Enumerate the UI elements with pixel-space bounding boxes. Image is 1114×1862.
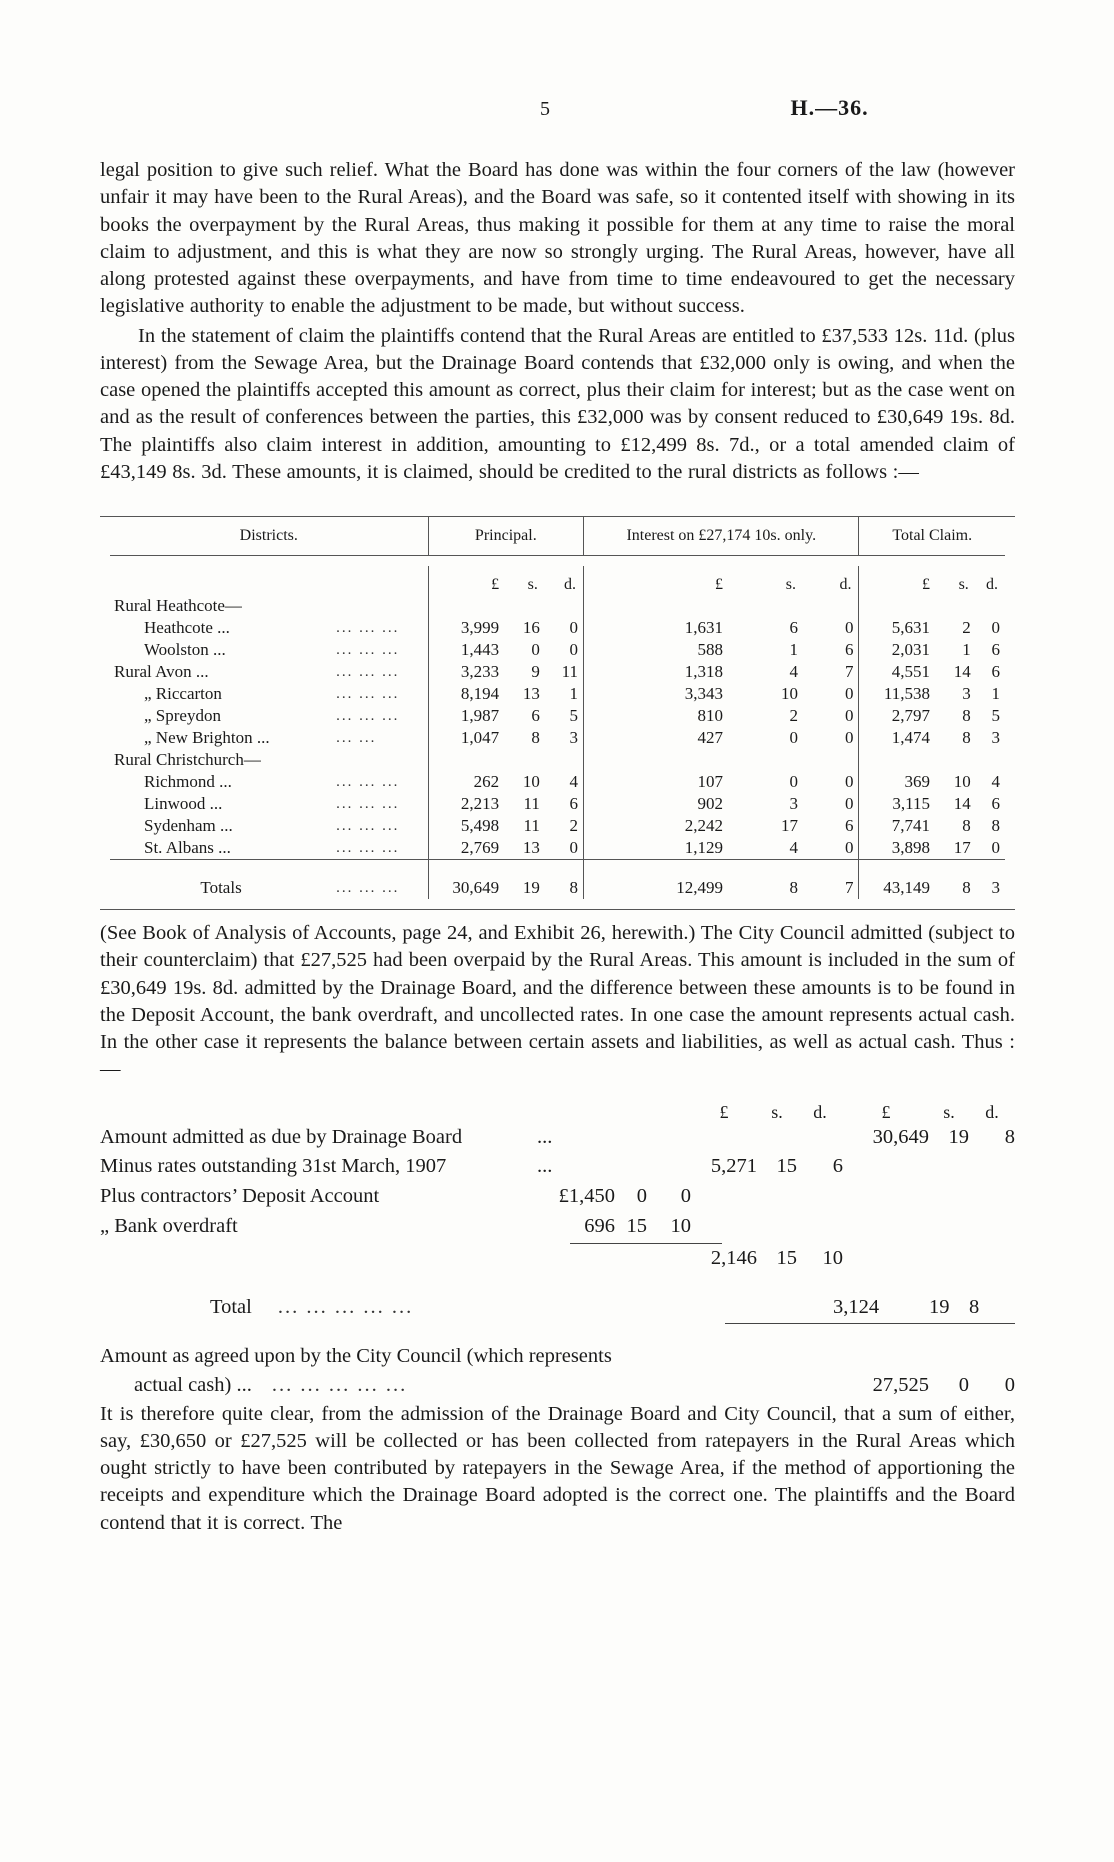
cell-value: 4,551 [859, 661, 937, 683]
leader-dots: ... ... [336, 729, 377, 746]
district-label: „ Spreydon [144, 706, 221, 725]
cell-value: 43,149 [859, 860, 937, 900]
cell-value: 6 [844, 640, 854, 659]
cell-value: 6 [844, 816, 854, 835]
page-number: 5 [540, 98, 551, 120]
table-row [110, 815, 1005, 837]
cell-value: 0 [569, 838, 579, 857]
cell-value: 2,797 [859, 705, 937, 727]
cell-value [730, 595, 803, 617]
ledger-value: 5,271 [710, 1155, 757, 1178]
cell-value: 2 [569, 816, 579, 835]
ledger-value: 2,146 [710, 1247, 757, 1270]
cell-value: 107 [584, 771, 731, 793]
cell-value: 0 [844, 684, 854, 703]
ledger-inline-amount [537, 1212, 691, 1242]
cell-value: 8 [545, 860, 584, 900]
ledger-row [100, 1152, 1015, 1182]
cell-value: 0 [991, 618, 1000, 637]
table-row [110, 661, 1005, 683]
col-header-districts: Districts. [110, 517, 428, 556]
ledger-value: 30,649 [872, 1125, 929, 1148]
cell-value: 13 [522, 684, 540, 703]
cell-value: 0 [844, 728, 854, 747]
cell-value: 3 [789, 794, 798, 813]
cell-value: 4 [991, 772, 1000, 791]
unit-symbol: £ [859, 566, 937, 595]
cell-value: 1 [991, 684, 1000, 703]
ledger-value: 0 [1004, 1373, 1015, 1396]
district-label: Woolston ... [144, 640, 226, 659]
cell-value: 8 [730, 860, 803, 900]
claims-table [110, 517, 1005, 909]
agreed-line-1: Amount as agreed upon by the City Council (which represents [100, 1345, 612, 1368]
cell-value: 588 [584, 639, 731, 661]
cell-value: 1,987 [428, 705, 506, 727]
cell-value: 2 [962, 618, 971, 637]
cell-value: 4 [789, 838, 798, 857]
cell-value [859, 749, 937, 771]
cell-value: 0 [789, 772, 798, 791]
leader-dots [334, 749, 428, 771]
cell-value [803, 595, 859, 617]
cell-value: 0 [991, 838, 1000, 857]
paragraph-1: legal position to give such relief. What the Board has done was within the four corners of the law (however unfair it may have been to the Rural Areas), and the Board was safe, so it contented itself with showing in its books the overpayment by the Rural Areas, thus making it possible for them at any time to raise the moral claim to adjustment, and this is what they are now so strongly urging. The Rural Areas, however, have all along protested against these overpayments, and have from time to time endeavoured to get the necessary legislative authority to enable the adjustment to be made, but without success. [100, 159, 1015, 318]
cell-value: 8 [991, 816, 1000, 835]
ledger-value: 15 [626, 1214, 647, 1237]
ledger-col2 [843, 1123, 1015, 1153]
cell-value: 1 [962, 640, 971, 659]
ledger-units-row [100, 1102, 1015, 1123]
district-label: Rural Heathcote— [114, 596, 242, 615]
cell-value: 1,443 [428, 639, 506, 661]
cell-value: 0 [844, 618, 854, 637]
leader-dots: ... ... ... [336, 795, 400, 812]
ledger-value: 8 [1004, 1125, 1015, 1148]
table-row [110, 837, 1005, 860]
unit-symbol: d. [986, 576, 998, 593]
cell-value: 5,498 [428, 815, 506, 837]
cell-value: 12,499 [584, 860, 731, 900]
ledger-value: 10 [822, 1247, 843, 1270]
cell-value: 1 [569, 684, 579, 703]
cell-value: 8 [937, 860, 976, 900]
ledger-total-label: Total [210, 1296, 252, 1319]
cell-value: 3,233 [428, 661, 506, 683]
table-row [110, 683, 1005, 705]
leader-dots: ... ... ... ... ... [271, 1373, 408, 1396]
cell-value: 11 [561, 662, 579, 681]
district-label: Linwood ... [144, 794, 223, 813]
cell-value: 3 [569, 728, 579, 747]
ledger-value: 8 [969, 1296, 980, 1319]
district-label: Rural Avon ... [114, 662, 209, 681]
cell-value: 1,631 [584, 617, 731, 639]
cell-value: 4 [789, 662, 798, 681]
cell-value [730, 749, 803, 771]
ledger-row [100, 1244, 1015, 1274]
cell-value: 10 [522, 772, 540, 791]
leader-dots: ... ... ... [336, 707, 400, 724]
ledger-block [100, 1102, 1015, 1401]
ledger-value: 0 [958, 1373, 969, 1396]
ledger-col1 [691, 1244, 843, 1274]
ledger-value: 15 [776, 1155, 797, 1178]
ledger-label: Plus contractors’ Deposit Account [100, 1184, 380, 1207]
cell-value: 4 [569, 772, 579, 791]
unit-symbol: d. [813, 1101, 827, 1122]
cell-value: 3 [976, 860, 1005, 900]
cell-value [584, 595, 731, 617]
ledger-total-row [100, 1296, 1015, 1319]
cell-value: 0 [569, 618, 579, 637]
cell-value: 0 [531, 640, 540, 659]
cell-value: 5 [569, 706, 579, 725]
ledger-final-rule [725, 1323, 1015, 1324]
cell-value [545, 749, 584, 771]
agreed-value [833, 1371, 1015, 1401]
paragraph-3: (See Book of Analysis of Accounts, page 24, and Exhibit 26, herewith.) The City Council admitted (subject to their counterclaim) that £27,525 had been overpaid by the Rural Areas. This amount is included in the sum of £30,649 19s. 8d. admitted by the Drainage Board, and the difference between these amounts is to be found in the Deposit Account, the bank overdraft, and uncollected rates. In one case the amount represents actual cash. In the other case it represents the balance between certain assets and liabilities, as well as actual cash. Thus :— [100, 922, 1015, 1081]
unit-symbol: £ [719, 1101, 729, 1122]
cell-value: 17 [953, 838, 971, 857]
cell-value: 427 [584, 727, 731, 749]
cell-value: 0 [844, 838, 854, 857]
table-row [110, 705, 1005, 727]
cell-value: 8,194 [428, 683, 506, 705]
district-label: Heathcote ... [144, 618, 230, 637]
unit-symbol: d. [839, 576, 852, 593]
ledger-value: 0 [680, 1184, 691, 1207]
totals-row [110, 860, 1005, 900]
paragraph-2: In the statement of claim the plaintiffs contend that the Rural Areas are entitled to £37,533 12s. 11d. (plus interest) from the Sewage Area, but the Drainage Board contends that £32,000 only is owing, and when the case opened the plaintiffs accepted this amount as correct, plus their claim for interest; but as the case went on and as the result of conferences between the parties, this £32,000 was by consent reduced to £30,649 19s. 8d. The plaintiffs also claim interest in addition, amounting to £12,499 8s. 7d., or a total amended claim of £43,149 8s. 3d. These amounts, it is claimed, should be credited to the rural districts as follows :— [100, 324, 1015, 483]
cell-value: 3 [962, 684, 971, 703]
leader-dots: ... [537, 1155, 553, 1178]
ledger-label: Amount admitted as due by Drainage Board [100, 1125, 463, 1148]
col-header-total: Total Claim. [859, 517, 1005, 556]
unit-symbol: s. [527, 576, 538, 593]
cell-value: 8 [531, 728, 540, 747]
cell-value: 2,031 [859, 639, 937, 661]
ledger-row [100, 1182, 1015, 1212]
cell-value [937, 595, 976, 617]
cell-value: 6 [569, 794, 579, 813]
unit-symbol: £ [584, 566, 731, 595]
page-header [100, 95, 1015, 121]
unit-symbol: s. [958, 576, 969, 593]
cell-value: 13 [522, 838, 540, 857]
cell-value: 14 [953, 662, 971, 681]
cell-value [859, 595, 937, 617]
cell-value [803, 749, 859, 771]
district-label: Sydenham ... [144, 816, 233, 835]
cell-value: 16 [522, 618, 540, 637]
leader-dots: ... [537, 1125, 553, 1148]
claims-table-body [110, 556, 1005, 910]
col-header-interest: Interest on £27,174 10s. only. [584, 517, 859, 556]
cell-value: 6 [991, 662, 1000, 681]
ledger-value: 27,525 [872, 1373, 929, 1396]
leader-dots: ... ... ... ... ... [277, 1296, 414, 1319]
unit-symbol: s. [785, 576, 796, 593]
unit-symbol: d. [564, 576, 577, 593]
cell-value: 3,898 [859, 837, 937, 860]
cell-value: 6 [789, 618, 798, 637]
ledger-value: 6 [832, 1155, 843, 1178]
leader-dots: ... ... ... [336, 685, 400, 702]
ledger-label: Minus rates outstanding 31st March, 1907 [100, 1155, 447, 1178]
cell-value: 3,115 [859, 793, 937, 815]
leader-dots: ... ... ... [336, 817, 400, 834]
cell-value: 902 [584, 793, 731, 815]
unit-symbol: s. [943, 1101, 955, 1122]
cell-value: 0 [844, 706, 854, 725]
cell-value: 3 [991, 728, 1000, 747]
cell-value: 11 [523, 816, 540, 835]
ledger-value: £1,450 [558, 1184, 615, 1207]
page-content [100, 95, 1015, 1539]
cell-value [506, 595, 545, 617]
leader-dots: ... ... ... [336, 773, 400, 790]
unit-symbol: £ [428, 566, 506, 595]
cell-value: 10 [780, 684, 798, 703]
claims-table-wrapper [100, 516, 1015, 910]
cell-value: 1 [789, 640, 798, 659]
cell-value: 3,999 [428, 617, 506, 639]
cell-value: 7,741 [859, 815, 937, 837]
district-label: „ New Brighton ... [144, 728, 270, 747]
ledger-value: 19 [929, 1296, 950, 1319]
cell-value: 9 [531, 662, 540, 681]
cell-value: 1,129 [584, 837, 731, 860]
cell-value: 11,538 [859, 683, 937, 705]
cell-value: 11 [523, 794, 540, 813]
col-header-principal: Principal. [428, 517, 583, 556]
leader-dots: ... ... ... [336, 619, 400, 636]
ledger-value: 10 [670, 1214, 691, 1237]
cell-value: 2,213 [428, 793, 506, 815]
table-row [110, 771, 1005, 793]
ledger-total-value [833, 1296, 1015, 1319]
district-label: St. Albans ... [144, 838, 231, 857]
cell-value: 14 [953, 794, 971, 813]
cell-value [976, 749, 1005, 771]
cell-value: 17 [780, 816, 798, 835]
cell-value: 2 [789, 706, 798, 725]
ledger-inline-amount [537, 1182, 691, 1212]
paragraph-4: It is therefore quite clear, from the admission of the Drainage Board and City Council, that a sum of either, say, £30,650 or £27,525 will be collected or has been collected from ratepayers in the Rural Areas which ought strictly to have been contributed by ratepayers in the Sewage Area, if the method of apportioning the receipts and expenditure which the Drainage Board adopted is the correct one. The plaintiffs and the Board contend that it is correct. The [100, 1402, 1015, 1534]
cell-value: 1,474 [859, 727, 937, 749]
cell-value: 369 [859, 771, 937, 793]
cell-value: 0 [844, 772, 854, 791]
district-label: Rural Christchurch— [114, 750, 261, 769]
agreed-label: actual cash) ... [134, 1373, 252, 1396]
unit-symbol: £ [881, 1101, 891, 1122]
cell-value: 5,631 [859, 617, 937, 639]
cell-value: 5 [991, 706, 1000, 725]
cell-value: 262 [428, 771, 506, 793]
agreed-block [100, 1342, 1015, 1400]
ledger-label: „ Bank overdraft [100, 1214, 238, 1237]
cell-value [545, 595, 584, 617]
district-label: „ Riccarton [144, 684, 222, 703]
cell-value: 0 [789, 728, 798, 747]
leader-dots: ... ... ... [336, 663, 400, 680]
unit-symbol: d. [985, 1101, 999, 1122]
cell-value: 30,649 [428, 860, 506, 900]
cell-value: 0 [844, 794, 854, 813]
leader-dots: ... ... ... [334, 860, 428, 900]
cell-value [584, 749, 731, 771]
totals-label: Totals [110, 860, 334, 900]
cell-value: 8 [962, 728, 971, 747]
table-row [110, 617, 1005, 639]
cell-value: 2,769 [428, 837, 506, 860]
ledger-value: 696 [584, 1214, 615, 1237]
cell-value: 6 [531, 706, 540, 725]
cell-value: 1,318 [584, 661, 731, 683]
agreed-line-2 [100, 1371, 1015, 1401]
cell-value: 7 [844, 662, 854, 681]
cell-value [428, 749, 506, 771]
cell-value: 3,343 [584, 683, 731, 705]
table-row [110, 749, 1005, 771]
cell-value: 1,047 [428, 727, 506, 749]
cell-value: 10 [953, 772, 971, 791]
cell-value: 19 [506, 860, 545, 900]
leader-dots: ... ... ... [336, 839, 400, 856]
ledger-value: 3,124 [833, 1296, 880, 1319]
cell-value: 2,242 [584, 815, 731, 837]
cell-value: 6 [991, 640, 1000, 659]
units-row [110, 566, 1005, 595]
ledger-value: 19 [948, 1125, 969, 1148]
document-id: H.—36. [790, 95, 869, 120]
unit-symbol: s. [771, 1101, 783, 1122]
ledger-row [100, 1212, 1015, 1242]
district-label: Richmond ... [144, 772, 232, 791]
cell-value: 8 [962, 816, 971, 835]
cell-value [506, 749, 545, 771]
table-row [110, 639, 1005, 661]
cell-value [976, 595, 1005, 617]
cell-value: 810 [584, 705, 731, 727]
cell-value: 6 [991, 794, 1000, 813]
table-row [110, 595, 1005, 617]
leader-dots: ... ... ... [336, 641, 400, 658]
cell-value [937, 749, 976, 771]
cell-value: 8 [962, 706, 971, 725]
table-row [110, 793, 1005, 815]
table-row [110, 727, 1005, 749]
ledger-value: 15 [776, 1247, 797, 1270]
cell-value: 0 [569, 640, 579, 659]
leader-dots [334, 595, 428, 617]
ledger-value: 0 [636, 1184, 647, 1207]
ledger-row [100, 1123, 1015, 1153]
cell-value [428, 595, 506, 617]
cell-value: 7 [803, 860, 859, 900]
ledger-col1 [691, 1152, 843, 1182]
